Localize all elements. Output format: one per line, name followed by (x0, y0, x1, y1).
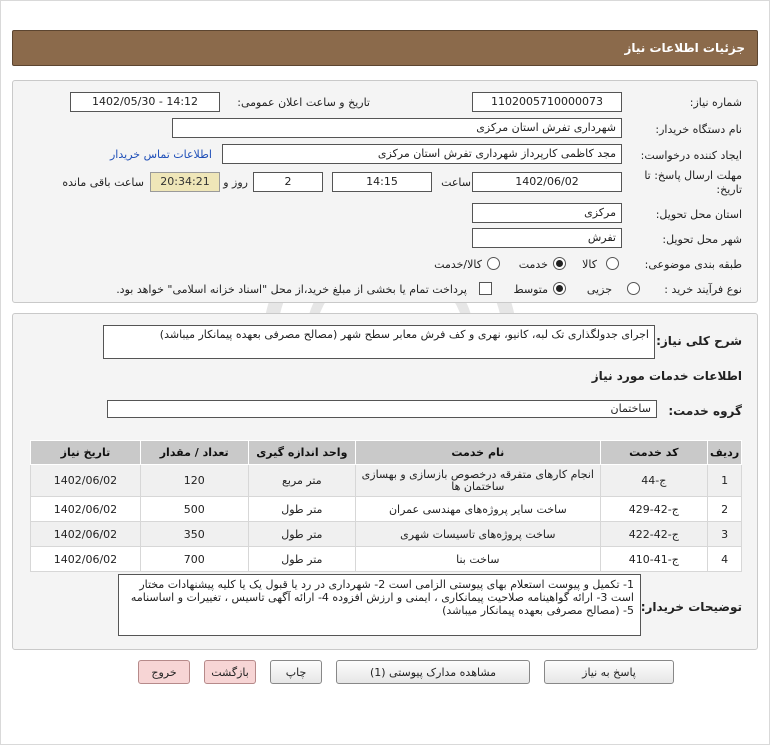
announce-label: تاریخ و ساعت اعلان عمومی: (237, 96, 370, 109)
exit-button[interactable]: خروج (138, 660, 190, 684)
col-code-header: کد خدمت (600, 441, 708, 465)
category-goods-label: کالا (582, 258, 597, 271)
quantity: 700 (140, 547, 248, 572)
deadline-time-field[interactable]: 14:15 (332, 172, 432, 192)
need-number-label: شماره نیاز: (689, 96, 742, 109)
need-date: 1402/06/02 (31, 547, 141, 572)
city-label: شهر محل تحویل: (662, 233, 742, 246)
unit: متر طول (248, 497, 356, 522)
reply-button[interactable]: پاسخ به نیاز (544, 660, 674, 684)
province-label: استان محل تحویل: (655, 208, 742, 221)
service-name: انجام کارهای متفرقه درخصوص بازسازی و بهسازی ساختمان ها (356, 465, 600, 497)
remaining-label: ساعت باقی مانده (62, 176, 144, 189)
deadline-date-label: تاریخ: (716, 183, 742, 196)
view-documents-button[interactable]: مشاهده مدارک پیوستی (1) (336, 660, 530, 684)
summary-field[interactable]: اجرای جدولگذاری تک لبه، کانیو، نهری و کف فرش معابر سطح شهر (مصالح مصرفی بعهده پیمانکار میباشد) (103, 325, 655, 359)
treasury-payment-checkbox[interactable] (479, 282, 492, 295)
row-index: 2 (708, 497, 742, 522)
unit: متر مربع (248, 465, 356, 497)
deadline-label: مهلت ارسال پاسخ: تا (644, 169, 742, 182)
process-minor-radio[interactable] (627, 282, 640, 295)
deadline-time-label: ساعت (441, 176, 471, 189)
category-both-label: کالا/خدمت (434, 258, 482, 271)
table-row[interactable] (31, 522, 742, 547)
category-label: طبقه بندی موضوعی: (644, 258, 742, 271)
row-index: 1 (708, 465, 742, 497)
buyer-notes-field[interactable]: 1- تکمیل و پیوست استعلام بهای پیوستی الزامی است 2- شهرداری در رد یا قبول یک یا کلیه پیشنهادات مختار است 3- ارائه گواهینامه صلاحیت پیمانکاری ، ایمنی و ارزش افزوده 4- ارائه آگهی تاسیس ، تغییرات و اساسنامه 5- (مصالح مصرفی بعهده پیمانکار میباشد) (118, 574, 641, 636)
service-name: ساخت پروژه‌های تاسیسات شهری (356, 522, 600, 547)
print-button[interactable]: چاپ (270, 660, 322, 684)
process-label: نوع فرآیند خرید : (664, 283, 742, 296)
row-index: 3 (708, 522, 742, 547)
category-goods-radio[interactable] (606, 257, 619, 270)
need-date: 1402/06/02 (31, 465, 141, 497)
contact-info-link[interactable]: اطلاعات تماس خریدار (110, 148, 212, 161)
requester-field[interactable]: مجد کاظمی کارپرداز شهرداری تفرش استان مرکزی (222, 144, 622, 164)
announce-field[interactable]: 1402/05/30 - 14:12 (70, 92, 220, 112)
table-row[interactable] (31, 465, 742, 497)
service-group-field[interactable]: ساختمان (107, 400, 657, 418)
days-label: روز و (223, 176, 248, 189)
col-qty-header: تعداد / مقدار (140, 441, 248, 465)
service-name: ساخت سایر پروژه‌های مهندسی عمران (356, 497, 600, 522)
service-code: ج-42-429 (600, 497, 708, 522)
requester-label: ایجاد کننده درخواست: (640, 149, 742, 162)
days-count-field[interactable]: 2 (253, 172, 323, 192)
category-service-label: خدمت (518, 258, 548, 271)
process-medium-label: متوسط (513, 283, 548, 296)
category-service-radio[interactable] (553, 257, 566, 270)
buyer-notes-label: توضیحات خریدار: (640, 600, 742, 614)
need-date: 1402/06/02 (31, 522, 141, 547)
col-row-header: ردیف (708, 441, 742, 465)
table-row[interactable] (31, 547, 742, 572)
buyer-org-field[interactable]: شهرداری تفرش استان مرکزی (172, 118, 622, 138)
quantity: 500 (140, 497, 248, 522)
col-date-header: تاریخ نیاز (31, 441, 141, 465)
process-minor-label: جزیی (586, 283, 612, 296)
services-table (30, 440, 742, 572)
city-field[interactable]: تفرش (472, 228, 622, 248)
need-number-field[interactable]: 1102005710000073 (472, 92, 622, 112)
buyer-org-label: نام دستگاه خریدار: (655, 123, 742, 136)
col-name-header: نام خدمت (356, 441, 600, 465)
need-date: 1402/06/02 (31, 497, 141, 522)
service-code: ج-42-422 (600, 522, 708, 547)
page-title: جزئیات اطلاعات نیاز (624, 41, 745, 55)
service-group-label: گروه خدمت: (668, 404, 742, 418)
service-code: ج-44 (600, 465, 708, 497)
row-index: 4 (708, 547, 742, 572)
remaining-time-field: 20:34:21 (150, 172, 220, 192)
unit: متر طول (248, 547, 356, 572)
quantity: 120 (140, 465, 248, 497)
service-name: ساخت بنا (356, 547, 600, 572)
treasury-payment-note: پرداخت تمام یا بخشی از مبلغ خرید،از محل "اسناد خزانه اسلامی" خواهد بود. (116, 283, 467, 296)
process-medium-radio[interactable] (553, 282, 566, 295)
back-button[interactable]: بازگشت (204, 660, 256, 684)
summary-label: شرح کلی نیاز: (656, 334, 742, 348)
unit: متر طول (248, 522, 356, 547)
deadline-date-field[interactable]: 1402/06/02 (472, 172, 622, 192)
services-heading: اطلاعات خدمات مورد نیاز (591, 369, 742, 383)
service-code: ج-41-410 (600, 547, 708, 572)
table-row[interactable] (31, 497, 742, 522)
page-header (12, 30, 758, 66)
col-unit-header: واحد اندازه گیری (248, 441, 356, 465)
quantity: 350 (140, 522, 248, 547)
province-field[interactable]: مرکزی (472, 203, 622, 223)
category-both-radio[interactable] (487, 257, 500, 270)
table-header-row (31, 441, 742, 465)
